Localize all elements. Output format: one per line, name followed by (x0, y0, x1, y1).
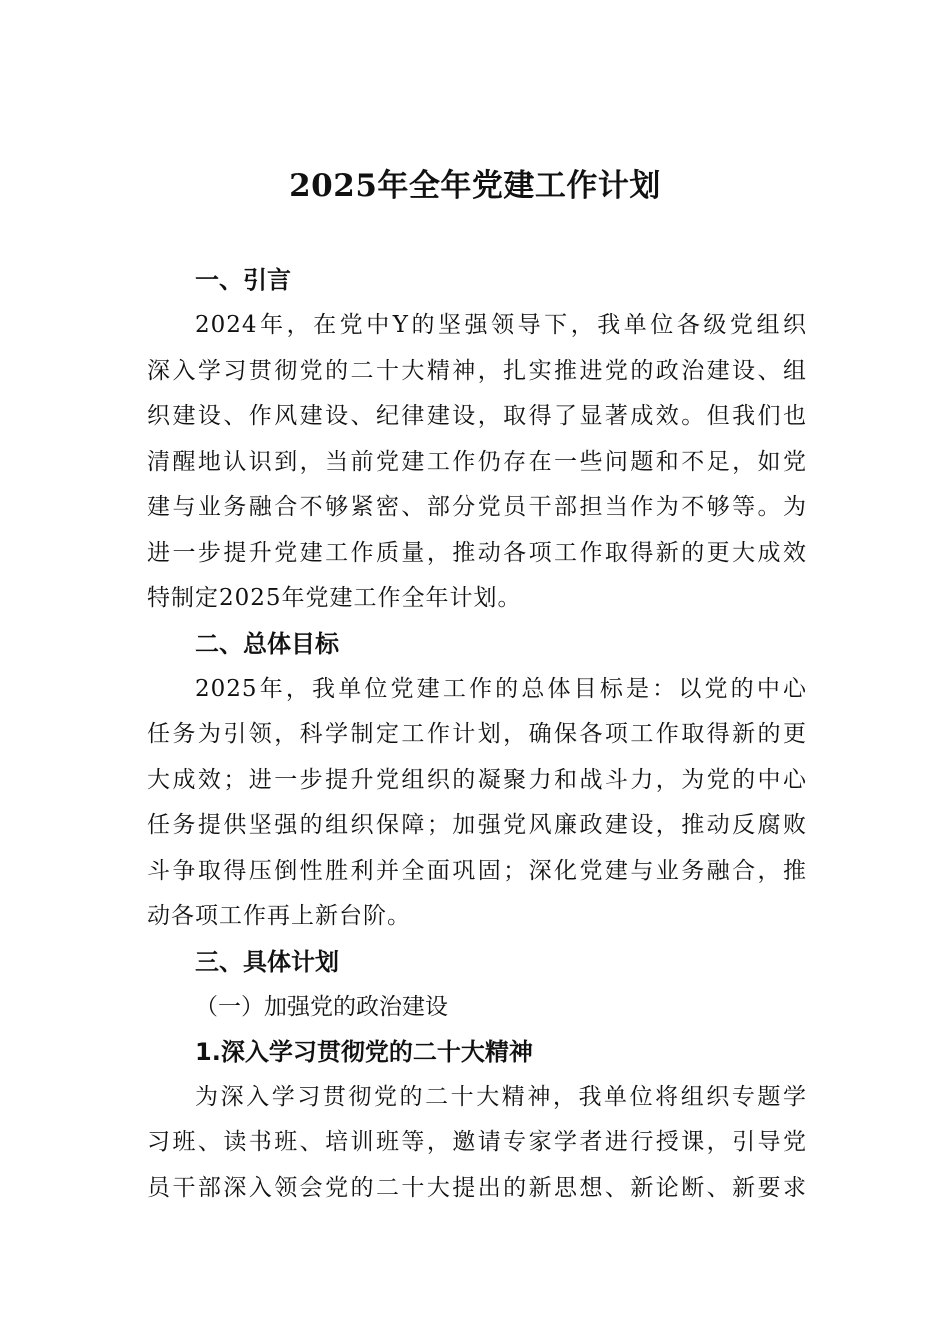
paragraph-line: 为深入学习贯彻党的二十大精神，我单位将组织专题学 (195, 1083, 807, 1110)
document-title: 2025年全年党建工作计划 (289, 168, 661, 204)
specific-plans-paragraph (147, 1075, 807, 1212)
paragraph-line: 特制定2025年党建工作全年计划。 (147, 585, 522, 611)
paragraph-line: 员干部深入领会党的二十大提出的新思想、新论断、新要求 (147, 1174, 807, 1201)
paragraph-line: 清醒地认识到，当前党建工作仍存在一些问题和不足，如党 (147, 448, 807, 475)
paragraph-line: 深入学习贯彻党的二十大精神，扎实推进党的政治建设、组 (147, 357, 807, 384)
paragraph-line: 任务为引领，科学制定工作计划，确保各项工作取得新的更 (147, 721, 807, 747)
paragraph-line: 建与业务融合不够紧密、部分党员干部担当作为不够等。为 (147, 494, 807, 520)
section-heading-introduction: 一、引言 (195, 266, 291, 294)
paragraph-line: 织建设、作风建设、纪律建设，取得了显著成效。但我们也 (147, 403, 807, 429)
paragraph-line: 动各项工作再上新台阶。 (147, 903, 411, 929)
paragraph-line: 大成效；进一步提升党组织的凝聚力和战斗力，为党的中心 (147, 766, 807, 793)
paragraph-line: 习班、读书班、培训班等，邀请专家学者进行授课，引导党 (147, 1129, 807, 1155)
paragraph-line: 2024年，在党中Y的坚强领导下，我单位各级党组织 (195, 312, 807, 338)
overall-goals-paragraph (147, 667, 807, 940)
document-body (147, 258, 807, 1211)
paragraph-line: 进一步提升党建工作质量，推动各项工作取得新的更大成效 (147, 539, 807, 566)
item-heading-study-twentieth-congress: 1.深入学习贯彻党的二十大精神 (195, 1037, 533, 1066)
paragraph-line: 任务提供坚强的组织保障；加强党风廉政建设，推动反腐败 (147, 812, 807, 838)
section-heading-specific-plans: 三、具体计划 (195, 947, 339, 976)
introduction-paragraph (147, 303, 807, 622)
paragraph-line: 斗争取得压倒性胜利并全面巩固；深化党建与业务融合，推 (147, 857, 807, 884)
subsection-heading-political-construction: （一）加强党的政治建设 (195, 993, 448, 1020)
section-heading-overall-goals: 二、总体目标 (195, 629, 339, 658)
paragraph-line: 2025年，我单位党建工作的总体目标是：以党的中心 (195, 675, 807, 702)
